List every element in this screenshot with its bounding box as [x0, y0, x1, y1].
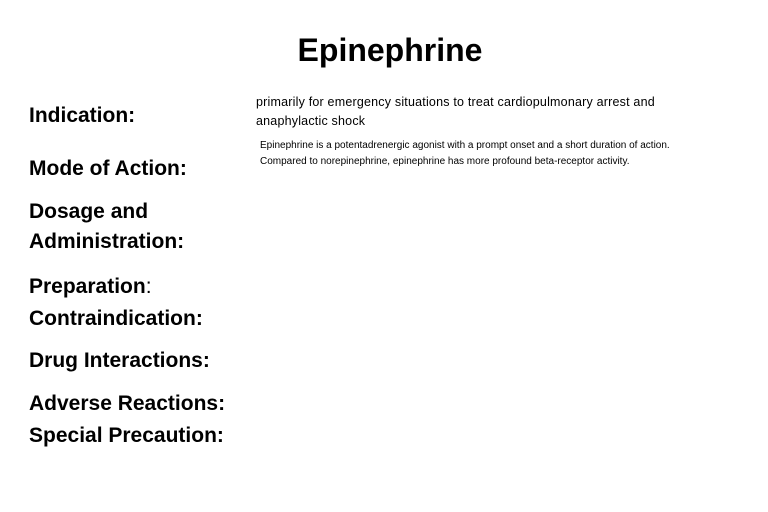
label-indication: Indication: [29, 104, 136, 127]
label-adverse-reactions: Adverse Reactions: [29, 392, 226, 415]
label-dosage-line2: Administration: [29, 230, 185, 253]
label-preparation-text: Preparation [29, 275, 146, 298]
label-preparation [29, 272, 152, 302]
label-preparation-colon: : [145, 275, 152, 298]
label-drug-interactions: Drug Interactions: [29, 349, 210, 372]
label-contraindication: Contraindication: [29, 307, 203, 330]
label-special-precaution: Special Precaution: [29, 424, 224, 447]
slide-title: Epinephrine [297, 32, 483, 68]
indication-text: primarily for emergency situations to treat cardiopulmonary arrest and anaphylactic shock [256, 95, 655, 128]
label-dosage-line1: Dosage and [29, 200, 149, 223]
label-mode-of-action: Mode of Action: [29, 157, 187, 180]
mode-of-action-text: Epinephrine is a potentadrenergic agonist with a prompt onset and a short duration of action. Compared to norepinephrine, epinephrine has more profound beta-receptor activity. [260, 140, 670, 167]
